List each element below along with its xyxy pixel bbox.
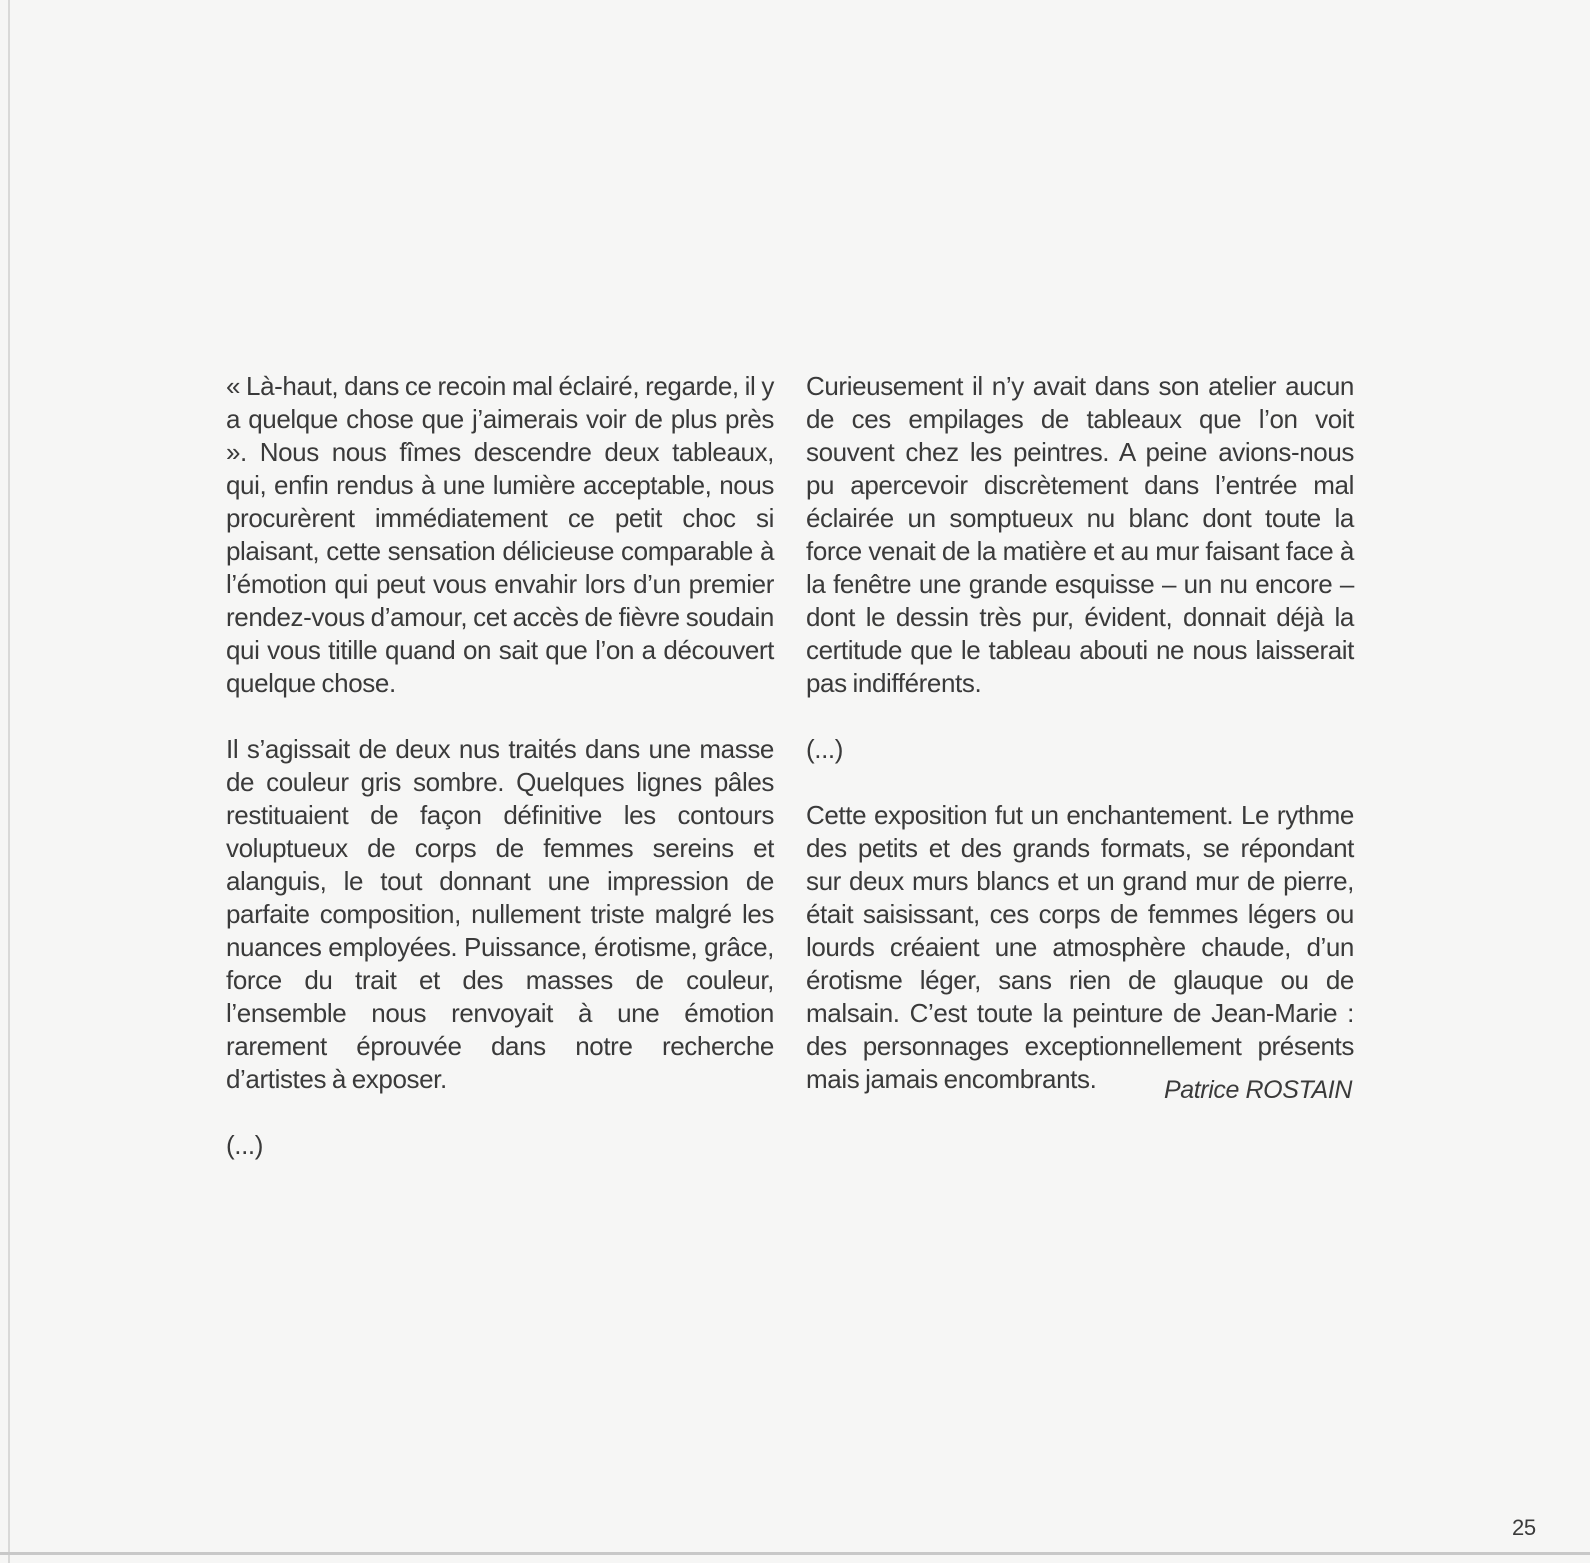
author-signature: Patrice ROSTAIN [1163,1076,1352,1104]
ellipsis-marker: (...) [806,734,843,764]
page-number: 25 [1512,1515,1536,1540]
paragraph: Cette exposition fut un enchantement. Le rythme des petits et des grands formats, se répondant sur deux murs blancs et un grand mur de pierre, était saisissant, ces corps de femmes légers ou lourds créaient une atmosphère chaude, d’un érotisme léger, sans rien de glauque ou de malsain. C’est toute la peinture de Jean-Marie : des personnages exceptionnellement présents mais jamais encombrants. [806,800,1354,1094]
paragraph: « Là-haut, dans ce recoin mal éclairé, regarde, il y a quelque chose que j’aimerais voir de plus près ». Nous nous fîmes descendre deux tableaux, qui, enfin rendus à une lumière acceptable, nous procurèrent immédiatement ce petit choc si plaisant, cette sensation délicieuse comparable à l’émotion qui peut vous envahir lors d’un premier rendez-vous d’amour, cet accès de fièvre soudain qui vous titille quand on sait que l’on a découvert quelque chose. [226,371,774,698]
page-edge-left [8,0,10,1563]
left-text-column [226,370,774,1195]
right-text-column [806,370,1354,1129]
ellipsis-marker: (...) [226,1130,263,1160]
paragraph: Il s’agissait de deux nus traités dans une masse de couleur gris sombre. Quelques lignes pâles restituaient de façon définitive les contours voluptueux de corps de femmes sereins et alanguis, le tout donnant une impression de parfaite composition, nullement triste malgré les nuances employées. Puissance, érotisme, grâce, force du trait et des masses de couleur, l’ensemble nous renvoyait à une émotion rarement éprouvée dans notre recherche d’artistes à exposer. [226,734,774,1094]
paragraph: Curieusement il n’y avait dans son atelier aucun de ces empilages de tableaux que l’on voit souvent chez les peintres. A peine avions-nous pu apercevoir discrètement dans l’entrée mal éclairée un somptueux nu blanc dont toute la force venait de la matière et au mur faisant face à la fenêtre une grande esquisse – un nu encore – dont le dessin très pur, évident, donnait déjà la certitude que le tableau abouti ne nous laisserait pas indifférents. [806,371,1354,698]
page-edge-bottom [0,1552,1590,1555]
